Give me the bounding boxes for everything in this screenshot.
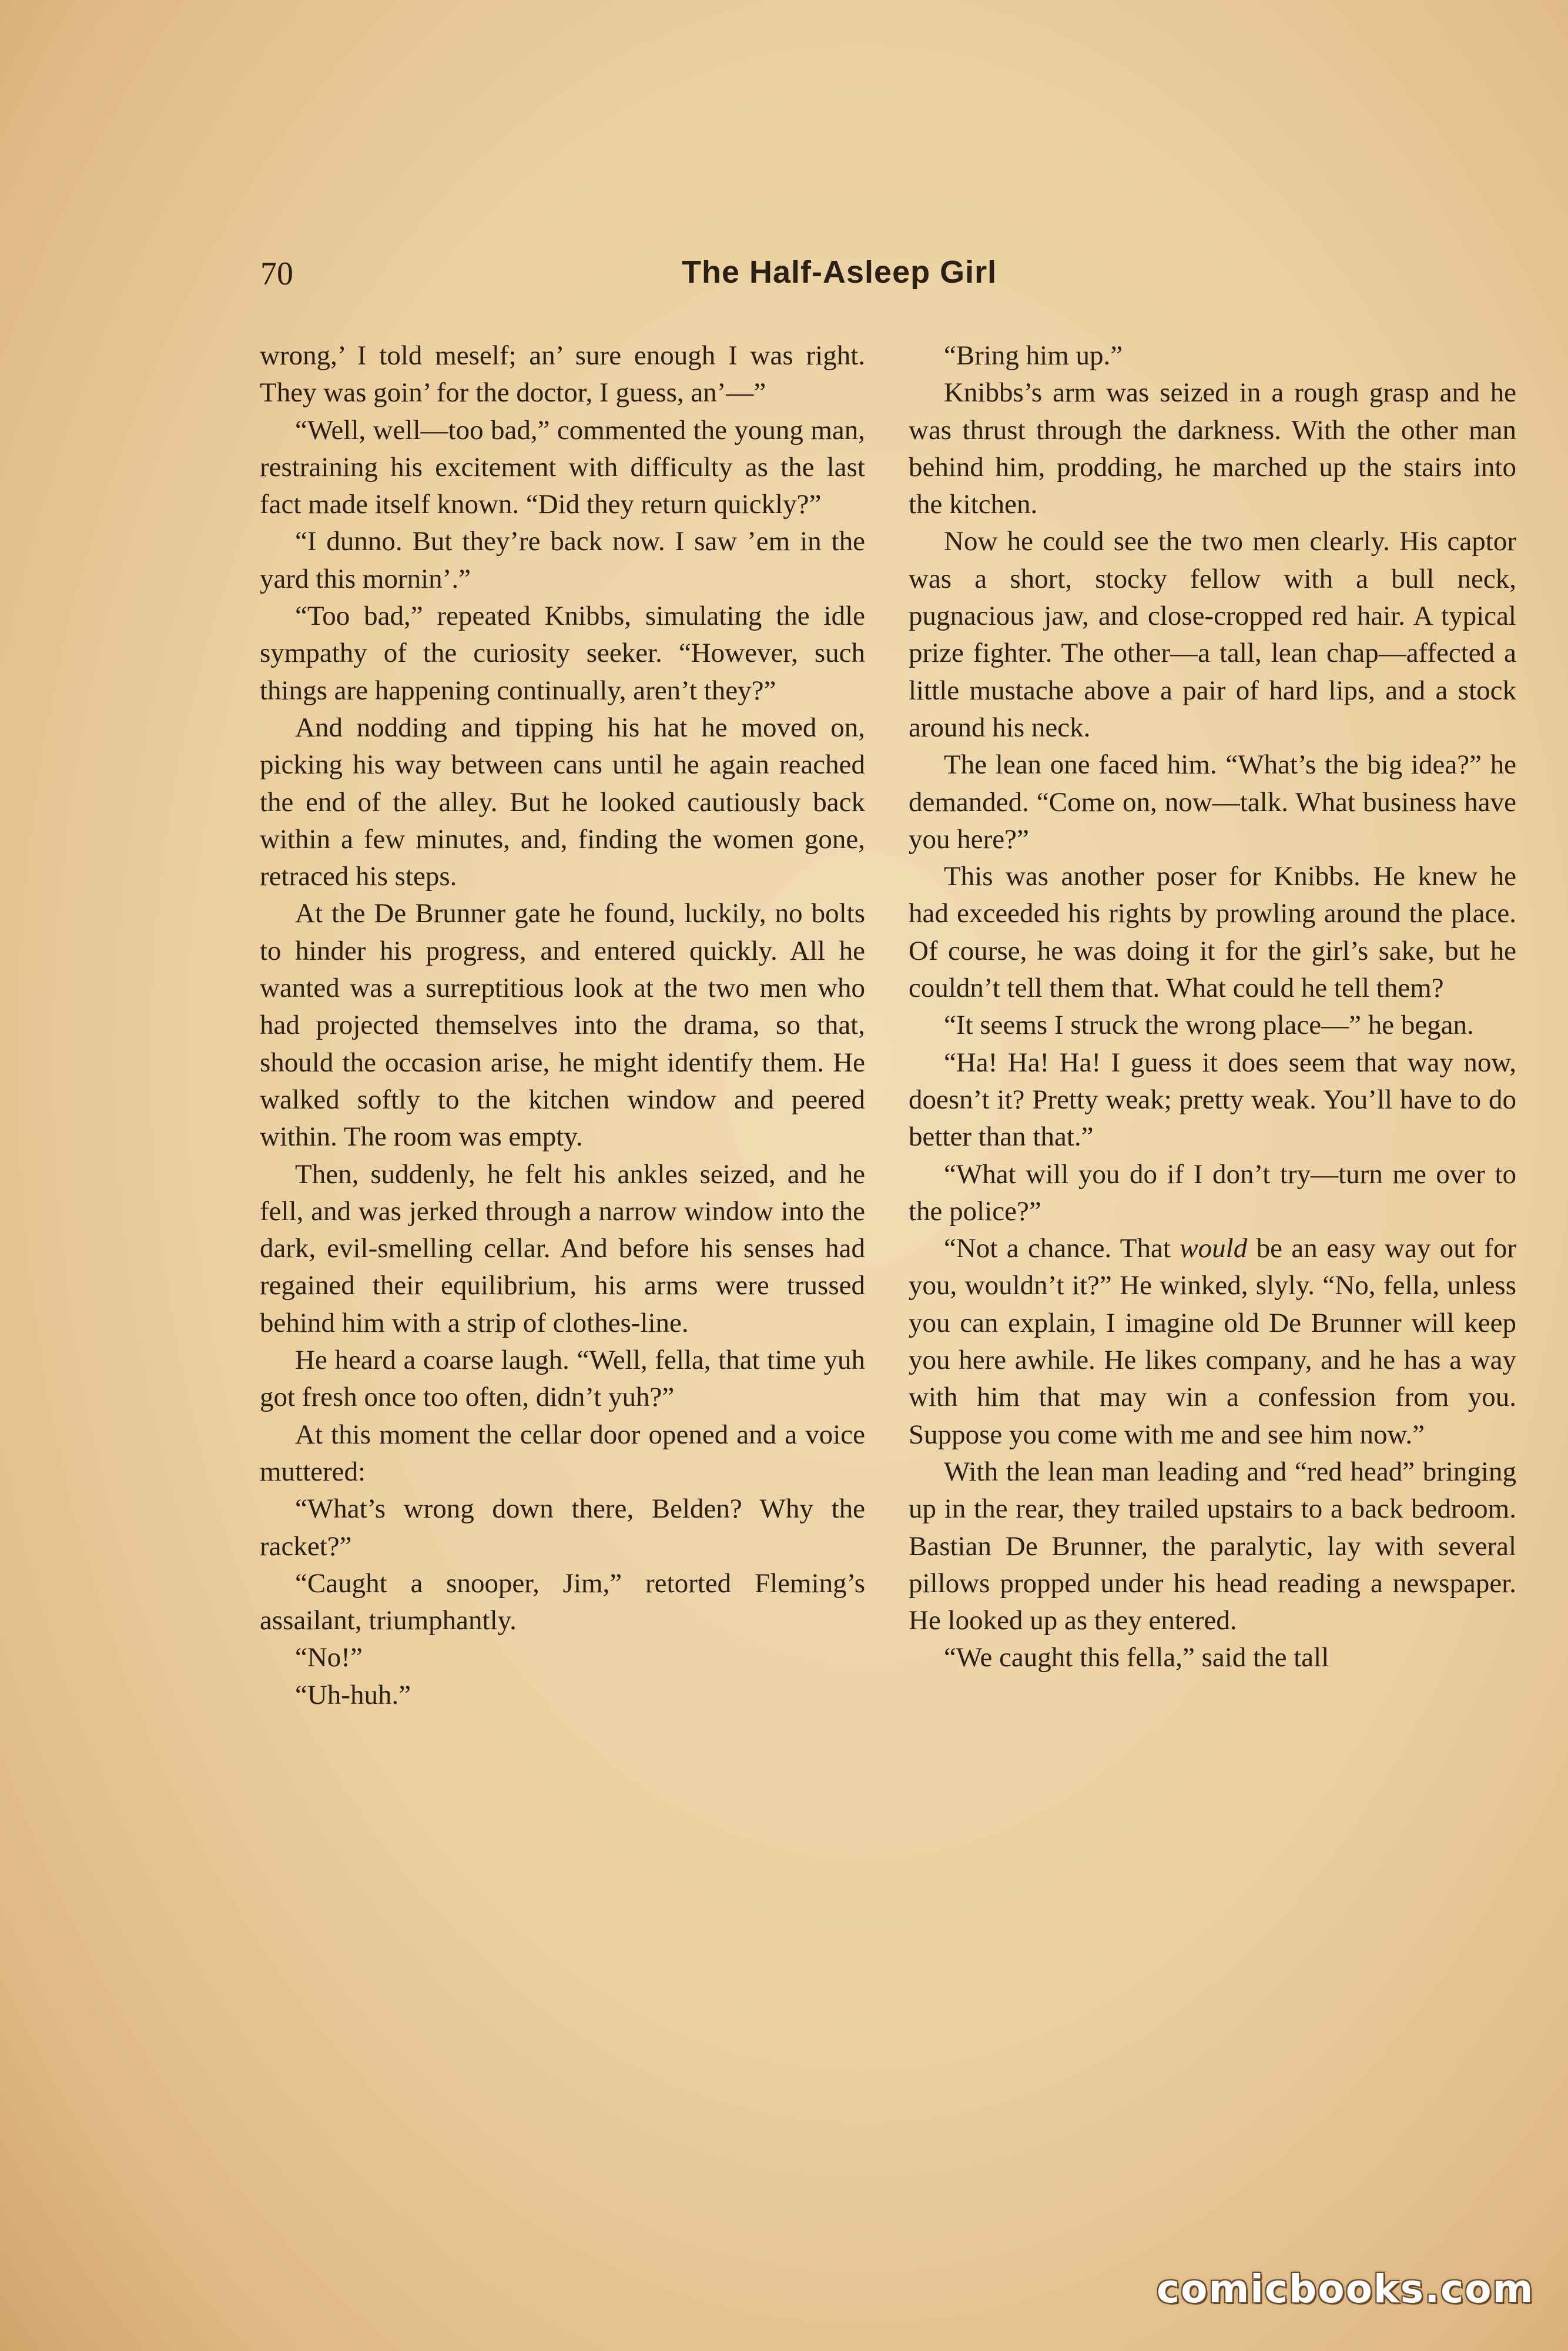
paragraph-part: be an easy way out for you, wouldn’t it?” He winked, slyly. “No, fella, unless you can explain, I imagine old De Brunner will keep you here awhile. He likes company, and he has a way with him that may win a confession from you. Suppose you come with me and see him now.”	[909, 1233, 1516, 1450]
paragraph: “Caught a snooper, Jim,” retorted Fleming’s assailant, triumphantly.	[260, 1568, 865, 1636]
paragraph: And nodding and tipping his hat he moved on, picking his way between cans until he again reached the end of the alley. But he looked cautiously back within a few minutes, and, finding the women gone, retraced his steps.	[260, 712, 865, 892]
paragraph: The lean one faced him. “What’s the big idea?” he demanded. “Come on, now—talk. What business have you here?”	[909, 749, 1516, 855]
paragraph: “What will you do if I don’t try—turn me over to the police?”	[909, 1158, 1516, 1227]
paragraph: At this moment the cellar door opened and a voice muttered:	[260, 1419, 865, 1487]
paragraph: With the lean man leading and “red head” bringing up in the rear, they trailed upstairs to a back bedroom. Bastian De Brunner, the paralytic, lay with several pillows propped under his head reading a newspaper. He looked up as they entered.	[909, 1456, 1516, 1636]
running-title: The Half-Asleep Girl	[682, 254, 997, 290]
paragraph-part: “Not a chance. That	[944, 1233, 1180, 1264]
paragraph: “It seems I struck the wrong place—” he began.	[944, 1010, 1474, 1041]
paragraph: “Too bad,” repeated Knibbs, simulating the idle sympathy of the curiosity seeker. “However, such things are happening continually, aren’t they?”	[260, 601, 865, 706]
paragraph: “No!”	[295, 1642, 363, 1673]
paragraph: “What’s wrong down there, Belden? Why the racket?”	[260, 1493, 865, 1562]
emphasis: would	[1180, 1233, 1248, 1264]
paragraph: “Uh-huh.”	[295, 1679, 411, 1710]
paragraph: wrong,’ I told meself; an’ sure enough I was right. They was goin’ for the doctor, I guess, an’—”	[260, 340, 865, 408]
paragraph: Knibbs’s arm was seized in a rough grasp and he was thrust through the darkness. With the other man behind him, prodding, he marched up the stairs into the kitchen.	[909, 377, 1516, 520]
paragraph: He heard a coarse laugh. “Well, fella, that time yuh got fresh once too often, didn’t yuh?”	[260, 1345, 865, 1413]
watermark: comicbooks.com	[1157, 2266, 1535, 2312]
paragraph: This was another poser for Knibbs. He knew he had exceeded his rights by prowling around the place. Of course, he was doing it for the girl’s sake, but he couldn’t tell them that. What could he tell them?	[909, 861, 1516, 1004]
page-number: 70	[260, 256, 293, 292]
right-column	[909, 337, 1516, 1677]
paragraph: “Ha! Ha! Ha! I guess it does seem that way now, doesn’t it? Pretty weak; pretty weak. You’ll have to do better than that.”	[909, 1047, 1516, 1153]
left-column	[260, 337, 865, 1714]
paragraph: At the De Brunner gate he found, luckily, no bolts to hinder his progress, and entered quickly. All he wanted was a surreptitious look at the two men who had projected themselves into the drama, so that, should the occasion arise, he might identify them. He walked softly to the kitchen window and peered within. The room was empty.	[260, 898, 865, 1153]
paragraph: “I dunno. But they’re back now. I saw ’em in the yard this mornin’.”	[260, 526, 865, 594]
paragraph: “We caught this fella,” said the tall	[944, 1642, 1329, 1673]
paragraph: “Bring him up.”	[944, 340, 1123, 371]
paragraph: Then, suddenly, he felt his ankles seized, and he fell, and was jerked through a narrow window into the dark, evil-smelling cellar. And before his senses had regained their equilibrium, his arms were trussed behind him with a strip of clothes-line.	[260, 1158, 865, 1338]
paragraph: “Well, well—too bad,” commented the young man, restraining his excitement with difficulty as the last fact made itself known. “Did they return quickly?”	[260, 414, 865, 520]
paragraph	[909, 1230, 1516, 1454]
paragraph: Now he could see the two men clearly. His captor was a short, stocky fellow with a bull neck, pugnacious jaw, and close-cropped red hair. A typical prize fighter. The other—a tall, lean chap—affected a little mustache above a pair of hard lips, and a stock around his neck.	[909, 526, 1516, 743]
